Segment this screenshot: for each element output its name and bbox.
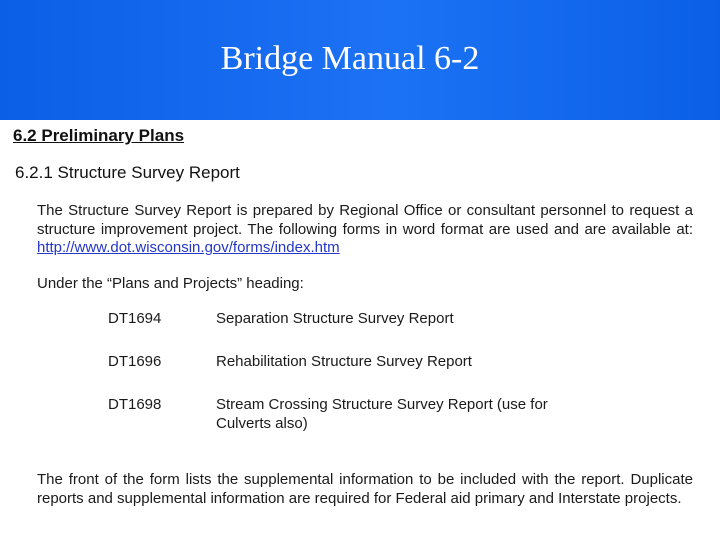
subsection-title: 6.2.1 Structure Survey Report [15,163,240,182]
plans-heading: Under the “Plans and Projects” heading: [37,275,304,292]
form-description: Rehabilitation Structure Survey Report [216,353,472,370]
form-code: DT1694 [108,310,162,327]
intro-paragraph [37,202,693,258]
form-code: DT1698 [108,396,162,413]
document-excerpt [0,120,720,540]
intro-text: The Structure Survey Report is prepared by Regional Office or consultant personnel to request a structure improvement project. The following forms in word format are used and are available at: [37,202,693,238]
section-title: 6.2 Preliminary Plans [13,126,185,145]
closing-paragraph: The front of the form lists the supplemental information to be included with the report. Duplicate reports and supplemental information are required for Federal aid primary and Interstate projects. [37,471,693,507]
title-banner [0,0,720,120]
form-code: DT1696 [108,353,162,370]
form-description: Separation Structure Survey Report [216,310,454,327]
forms-link[interactable]: http://www.dot.wisconsin.gov/forms/index.htm [37,239,340,256]
slide-title: Bridge Manual 6-2 [220,40,480,77]
form-description: Stream Crossing Structure Survey Report (use for Culverts also) [216,396,548,432]
